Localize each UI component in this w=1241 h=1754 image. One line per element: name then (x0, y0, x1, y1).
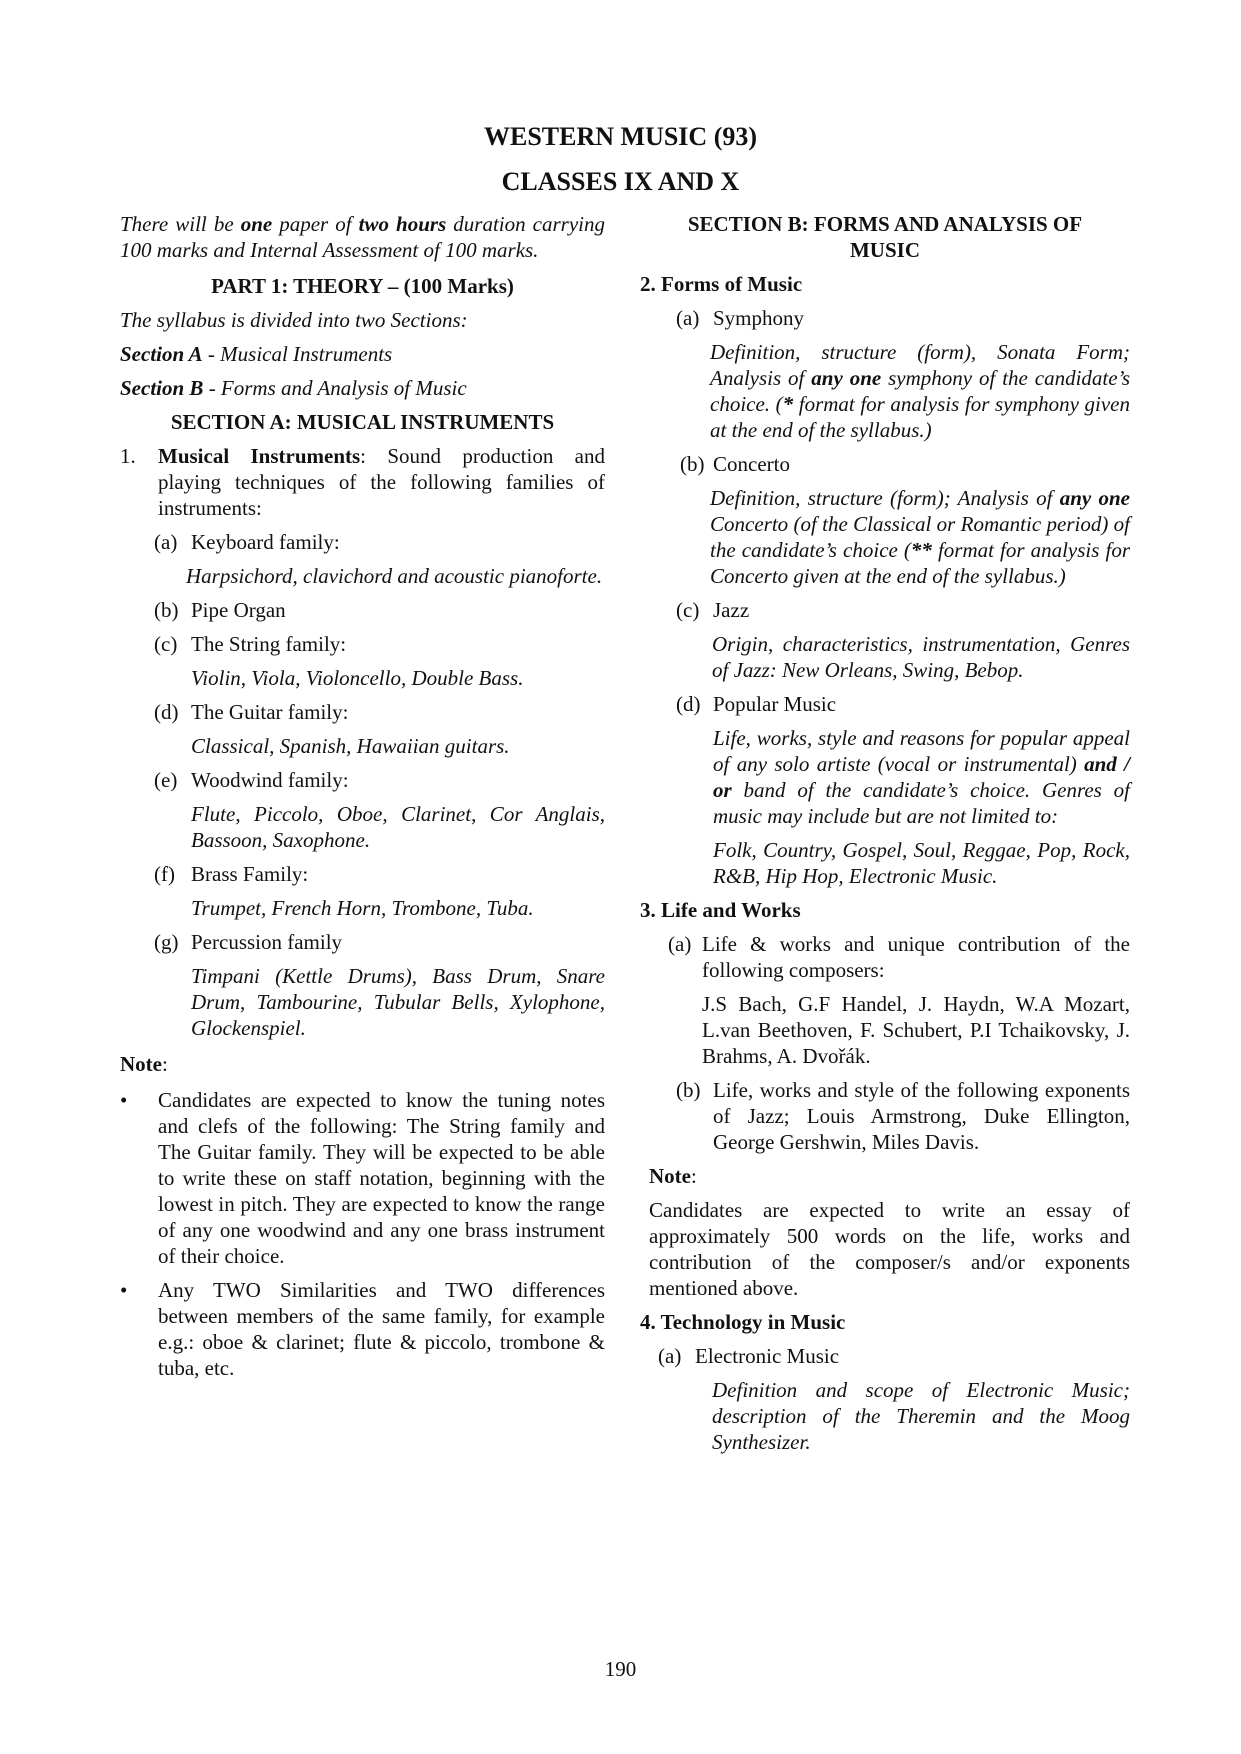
section-b-heading: SECTION B: FORMS AND ANALYSIS OF MUSIC (687, 212, 1083, 262)
jazz-item: (c) Jazz Origin, characteristics, instrumentation, Genres of Jazz: New Orleans, Swing, Bebop. (676, 598, 1130, 682)
page-number: 190 (604, 1657, 637, 1681)
section-b-line: Section B - Forms and Analysis of Music (120, 376, 467, 400)
note-bullet: • Any TWO Similarities and TWO differences between members of the same family, for example e.g.: oboe & clarinet; flute & piccolo, trombone & tuba, etc. (120, 1278, 605, 1380)
note-bullet: • Candidates are expected to know the tuning notes and clefs of the following: The String family and The Guitar family. They will be expected to be able to write these on staff notation, beginning with the lowest in pitch. They are expected to know the range of any one woodwind and any one brass instrument of their choice. (120, 1088, 605, 1268)
concerto-item: (b) Concerto Definition, structure (form); Analysis of any one Concerto (of the Classical or Romantic period) of the candidate’s choice (** format for analysis for Concerto given at the end of the syllabus.) (680, 452, 1131, 588)
page-title: WESTERN MUSIC (93) (483, 122, 758, 151)
page-subtitle: CLASSES IX AND X (501, 167, 740, 196)
family-item-brass: (f) Brass Family: Trumpet, French Horn, Trombone, Tuba. (154, 861, 605, 921)
section-a-line: Section A - Musical Instruments (120, 342, 393, 366)
bullet-icon: • (120, 1088, 128, 1112)
syllabus-divided-text: The syllabus is divided into two Sections: (120, 308, 468, 332)
popular-music-item: (d) Popular Music Life, works, style and reasons for popular appeal of any solo artiste (vocal or instrumental) and / or band of the candidate’s choice. Genres of music may include but are not limited to: Folk, Country, Gospel, Soul, Reggae, Pop, Rock, R&B, Hip Hop, Electronic Music. (676, 692, 1130, 888)
life-item-a: (a) Life & works and unique contribution of the following composers: (668, 932, 1130, 982)
note-label: Note: (649, 1164, 697, 1188)
technology-heading: 4. Technology in Music (640, 1310, 846, 1334)
part1-heading: PART 1: THEORY – (100 Marks) (211, 274, 514, 298)
concerto-desc: Definition, structure (form); Analysis of any one Concerto (of the Classical or Romantic period) of the candidate’s choice (** format for analysis for Concerto given at the end of the syllabus.) (710, 486, 1131, 588)
left-column (120, 211, 605, 1381)
family-desc: Classical, Spanish, Hawaiian guitars. (191, 734, 510, 758)
family-item-woodwind: (e) Woodwind family: Flute, Piccolo, Oboe, Clarinet, Cor Anglais, Bassoon, Saxophone. (154, 768, 605, 852)
family-desc: Harpsichord, clavichord and acoustic pianoforte. (186, 564, 603, 588)
family-desc: Violin, Viola, Violoncello, Double Bass. (191, 666, 524, 690)
life-item-b: (b) Life, works and style of the following exponents of Jazz; Louis Armstrong, Duke Ellington, George Gershwin, Miles Davis. (676, 1078, 1130, 1154)
symphony-desc: Definition, structure (form), Sonata Form; Analysis of any one symphony of the candidate’s choice. (* format for analysis for symphony given at the end of the syllabus.) (710, 340, 1131, 442)
electronic-music-desc: Definition and scope of Electronic Music; description of the Theremin and the Moog Synthesizer. (712, 1378, 1130, 1454)
composers-list: J.S Bach, G.F Handel, J. Haydn, W.A Mozart, L.van Beethoven, F. Schubert, P.I Tchaikovsky, J. Brahms, A. Dvořák. (702, 992, 1130, 1068)
family-desc: Timpani (Kettle Drums), Bass Drum, Snare Drum, Tambourine, Tubular Bells, Xylophone, Glockenspiel. (191, 964, 605, 1040)
family-item-keyboard: (a) Keyboard family: Harpsichord, clavichord and acoustic pianoforte. (154, 529, 605, 589)
note-text: Candidates are expected to write an essay of approximately 500 words on the life, works and contribution of the composer/s and/or exponents mentioned above. (649, 1198, 1130, 1300)
popular-music-desc: Life, works, style and reasons for popular appeal of any solo artiste (vocal or instrumental) and / or band of the candidate’s choice. Genres of music may include but are not limited to: (713, 726, 1130, 828)
family-desc: Flute, Piccolo, Oboe, Clarinet, Cor Anglais, Bassoon, Saxophone. (191, 802, 605, 852)
note-label: Note: (120, 1052, 168, 1076)
family-item-pipe-organ: (b) Pipe Organ (154, 598, 286, 622)
family-item-guitar: (d) The Guitar family: Classical, Spanish, Hawaiian guitars. (154, 699, 605, 759)
electronic-music-item: (a) Electronic Music Definition and scope of Electronic Music; description of the Theremin and the Moog Synthesizer. (658, 1344, 1130, 1454)
section-a-heading: SECTION A: MUSICAL INSTRUMENTS (170, 410, 555, 434)
family-item-percussion: (g) Percussion family Timpani (Kettle Drums), Bass Drum, Snare Drum, Tambourine, Tubular Bells, Xylophone, Glockenspiel. (154, 930, 605, 1040)
popular-genres: Folk, Country, Gospel, Soul, Reggae, Pop, Rock, R&B, Hip Hop, Electronic Music. (713, 838, 1130, 888)
life-works-heading: 3. Life and Works (640, 898, 801, 922)
jazz-desc: Origin, characteristics, instrumentation, Genres of Jazz: New Orleans, Swing, Bebop. (712, 632, 1130, 682)
bullet-icon: • (120, 1278, 128, 1302)
musical-instruments-item: 1. Musical Instruments: Sound production and playing techniques of the following families of instruments: (120, 444, 605, 520)
family-list (154, 529, 605, 1041)
family-desc: Trumpet, French Horn, Trombone, Tuba. (191, 896, 534, 920)
right-column (640, 211, 1130, 1455)
intro-paragraph: There will be one paper of two hours duration carrying 100 marks and Internal Assessment of 100 marks. (120, 212, 606, 262)
symphony-item: (a) Symphony Definition, structure (form), Sonata Form; Analysis of any one symphony of the candidate’s choice. (* format for analysis for symphony given at the end of the syllabus.) (676, 306, 1131, 442)
family-item-string: (c) The String family: Violin, Viola, Violoncello, Double Bass. (154, 631, 605, 691)
forms-heading: 2. Forms of Music (640, 272, 803, 296)
